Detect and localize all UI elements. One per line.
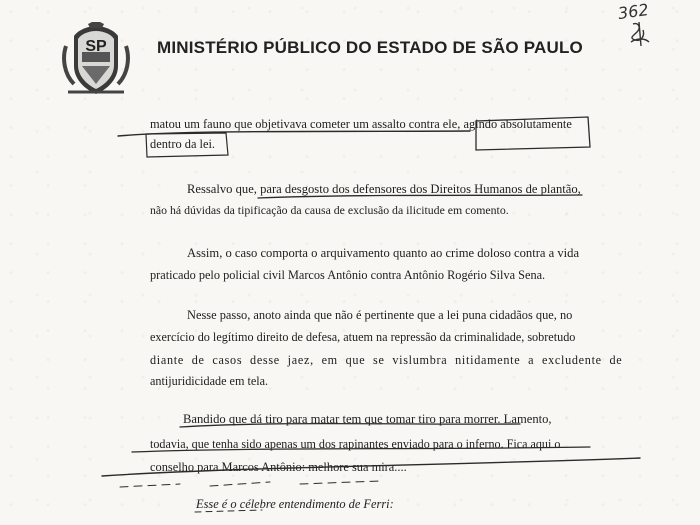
handwritten-page-number: 362 [616, 0, 650, 24]
paragraph-1-line-1: matou um fauno que objetivava cometer um assalto contra ele, agindo absolutamente [150, 117, 572, 131]
paragraph-4-line-3: diante de casos desse jaez, em que se vislumbra nitidamente a excludente de [150, 353, 623, 367]
paragraph-4-line-1: Nesse passo, anoto ainda que não é pertinente que a lei puna cidadãos que, no [187, 308, 573, 322]
paragraph-5-line-2: todavia, que tenha sido apenas um dos rapinantes enviado para o inferno. Fica aqui o [150, 437, 561, 451]
paragraph-3-line-2: praticado pelo policial civil Marcos Antônio contra Antônio Rogério Silva Sena. [150, 268, 546, 282]
paragraph-2-line-2: não há dúvidas da tipificação da causa de exclusão da ilicitude em comento. [150, 203, 509, 217]
paragraph-6-line-1: Esse é o célebre entendimento de Ferri: [196, 497, 394, 511]
paragraph-1-line-2: dentro da lei. [150, 137, 216, 151]
paragraph-4-line-4: antijuridicidade em tela. [150, 374, 269, 388]
paragraph-5-line-1: Bandido que dá tiro para matar tem que tomar tiro para morrer. Lamento, [183, 412, 552, 426]
page-header-title: MINISTÉRIO PÚBLICO DO ESTADO DE SÃO PAULO [157, 38, 583, 57]
handwritten-initial-icon [625, 20, 655, 48]
seal-text: SP [85, 38, 107, 55]
sao-paulo-coat-of-arms-icon [60, 22, 132, 100]
paragraph-5-line-3: conselho para Marcos Antônio: melhore sua mira.... [150, 460, 407, 474]
paragraph-2-line-1: Ressalvo que, para desgosto dos defensores dos Direitos Humanos de plantão, [187, 182, 581, 196]
paragraph-4-line-2: exercício do legítimo direito de defesa, atuem na repressão da criminalidade, sobretudo [150, 330, 576, 344]
paragraph-3-line-1: Assim, o caso comporta o arquivamento quanto ao crime doloso contra a vida [187, 246, 580, 260]
annotation-dashes-bottom [120, 481, 380, 487]
